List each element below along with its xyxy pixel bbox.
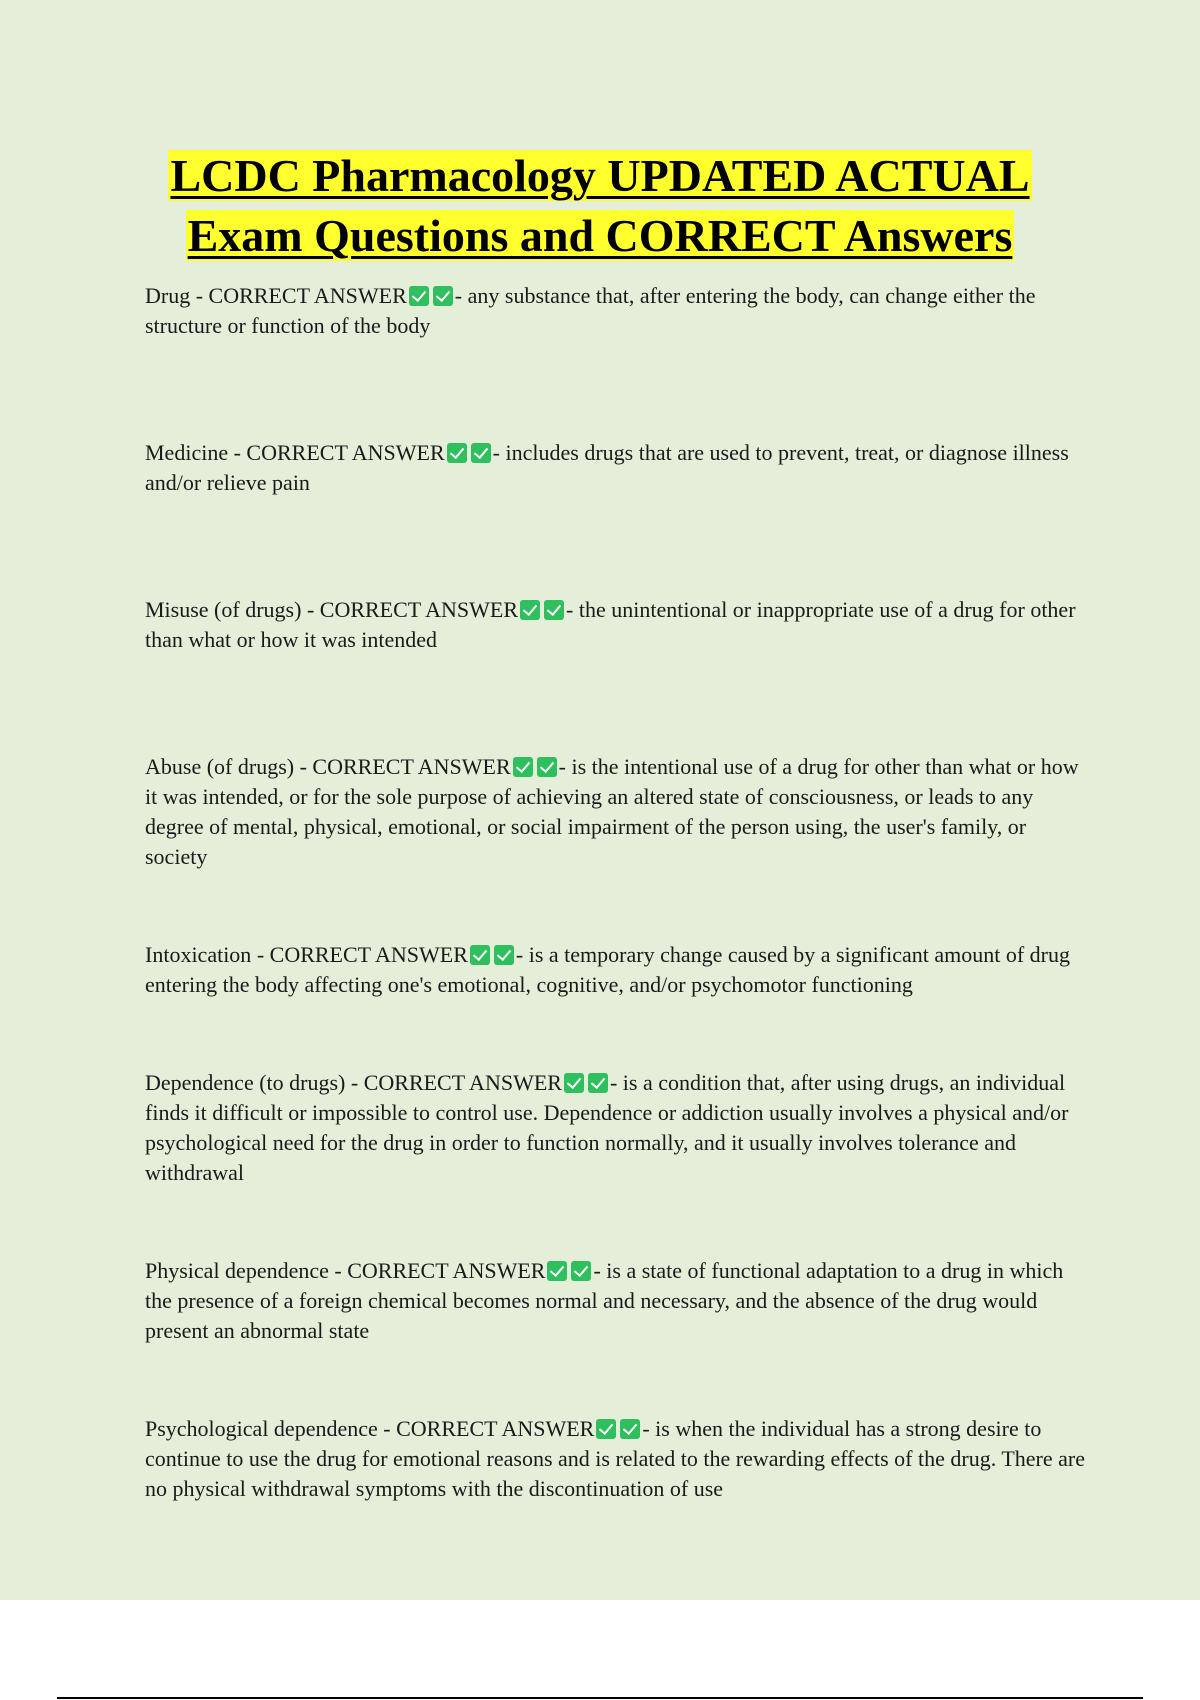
check-box-icon — [588, 1073, 608, 1093]
check-box-icon — [520, 600, 540, 620]
footer-divider — [57, 1697, 1143, 1699]
answer-label: CORRECT ANSWER — [312, 754, 511, 779]
answer-label: CORRECT ANSWER — [396, 1416, 595, 1441]
check-box-icon — [537, 757, 557, 777]
check-box-icon — [513, 757, 533, 777]
check-box-icon — [620, 1419, 640, 1439]
entry-separator: - — [609, 1070, 618, 1095]
answer-label: CORRECT ANSWER — [347, 1258, 546, 1283]
entry-drug — [145, 281, 1085, 341]
entry-separator: - — [350, 1070, 359, 1095]
entry-separator: - — [593, 1258, 601, 1283]
entry-separator: - — [566, 597, 574, 622]
check-box-icon — [470, 945, 490, 965]
entry-misuse — [145, 595, 1085, 655]
entry-separator: - — [492, 440, 500, 465]
check-box-icon — [547, 1261, 567, 1281]
answer-label: CORRECT ANSWER — [319, 597, 519, 622]
entry-definition: is a state of functional adaptation to a drug in which the presence of a foreign chemical becomes normal and necessary, and the absence of the drug would present an abnormal state — [145, 1258, 1064, 1343]
entry-term: Misuse (of drugs) — [145, 597, 302, 622]
entry-dependence — [145, 1068, 1085, 1188]
entry-definition: is a condition that, after using drugs, an individual finds it difficult or impossible to control use. Dependence or addiction usually involves a physical and/or psychological need for the drug in order to function normally, and it usually involves tolerance and withdrawal — [145, 1070, 1069, 1185]
entry-term: Physical dependence — [145, 1258, 329, 1283]
entry-separator: - — [515, 942, 524, 967]
check-box-icon — [571, 1261, 591, 1281]
check-box-icon — [447, 443, 467, 463]
entry-separator: - — [299, 754, 307, 779]
entry-separator: - — [256, 942, 265, 967]
entry-definition: the unintentional or inappropriate use of a drug for other than what or how it was intended — [145, 597, 1076, 652]
entry-definition: any substance that, after entering the body, can change either the structure or function of the body — [145, 283, 1036, 338]
entry-term: Medicine — [145, 440, 229, 465]
title-line-2: Exam Questions and CORRECT Answers — [187, 210, 1013, 261]
entry-separator: - — [306, 597, 315, 622]
entry-term: Drug — [145, 283, 191, 308]
entry-term: Psychological dependence — [145, 1416, 378, 1441]
entry-term: Abuse (of drugs) — [145, 754, 295, 779]
title-line-1: LCDC Pharmacology UPDATED ACTUAL — [170, 150, 1030, 201]
check-box-icon — [471, 443, 491, 463]
entry-separator: - — [383, 1416, 391, 1441]
entry-intoxication — [145, 940, 1085, 1000]
answer-label: CORRECT ANSWER — [208, 283, 407, 308]
check-box-icon — [596, 1419, 616, 1439]
entry-term: Intoxication — [145, 942, 252, 967]
entry-physical-dependence — [145, 1256, 1085, 1346]
entry-separator: - — [558, 754, 566, 779]
entry-separator: - — [642, 1416, 650, 1441]
entry-term: Dependence (to drugs) — [145, 1070, 346, 1095]
check-box-icon — [564, 1073, 584, 1093]
page-title — [0, 146, 1200, 266]
entry-list — [145, 281, 1085, 1504]
check-box-icon — [409, 286, 429, 306]
entry-separator: - — [233, 440, 241, 465]
check-box-icon — [433, 286, 453, 306]
entry-definition: is when the individual has a strong desire to continue to use the drug for emotional reasons and is related to the rewarding effects of the drug. There are no physical withdrawal symptoms with the discontinuation of use — [145, 1416, 1085, 1501]
entry-separator: - — [454, 283, 463, 308]
entry-separator: - — [195, 283, 204, 308]
check-box-icon — [544, 600, 564, 620]
entry-psychological-dependence — [145, 1414, 1085, 1504]
entry-definition: includes drugs that are used to prevent, treat, or diagnose illness and/or relieve pain — [145, 440, 1069, 495]
title-block — [0, 146, 1200, 266]
answer-label: CORRECT ANSWER — [246, 440, 445, 465]
check-box-icon — [494, 945, 514, 965]
answer-label: CORRECT ANSWER — [363, 1070, 562, 1095]
entry-definition: is a temporary change caused by a significant amount of drug entering the body affecting one's emotional, cognitive, and/or psychomotor functioning — [145, 942, 1070, 997]
entry-medicine — [145, 438, 1085, 498]
entry-separator: - — [334, 1258, 342, 1283]
answer-label: CORRECT ANSWER — [269, 942, 468, 967]
entry-definition: is the intentional use of a drug for other than what or how it was intended, or for the sole purpose of achieving an altered state of consciousness, or leads to any degree of mental, physical, emotional, or social impairment of the person using, the user's family, or society — [145, 754, 1079, 869]
entry-abuse — [145, 752, 1085, 872]
